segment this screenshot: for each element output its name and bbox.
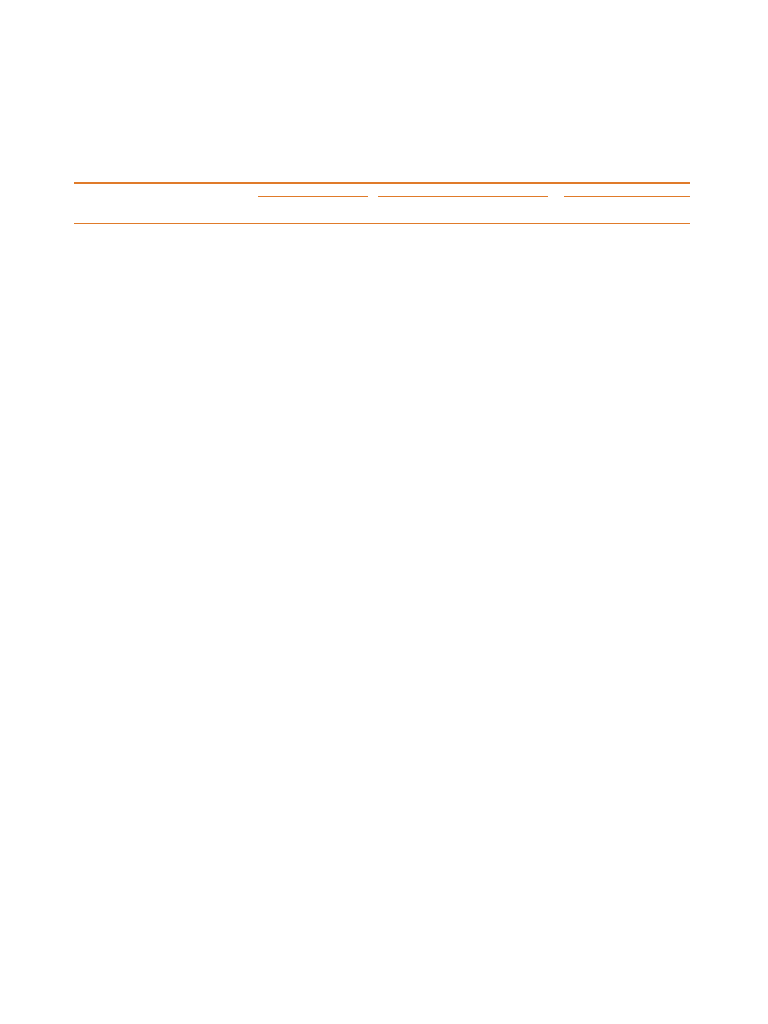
period-header-row xyxy=(74,197,690,210)
year-header-row xyxy=(74,210,690,223)
group-header-row xyxy=(74,183,690,197)
price-table xyxy=(74,183,690,224)
header-divider xyxy=(74,223,690,224)
title-bar xyxy=(74,168,690,184)
